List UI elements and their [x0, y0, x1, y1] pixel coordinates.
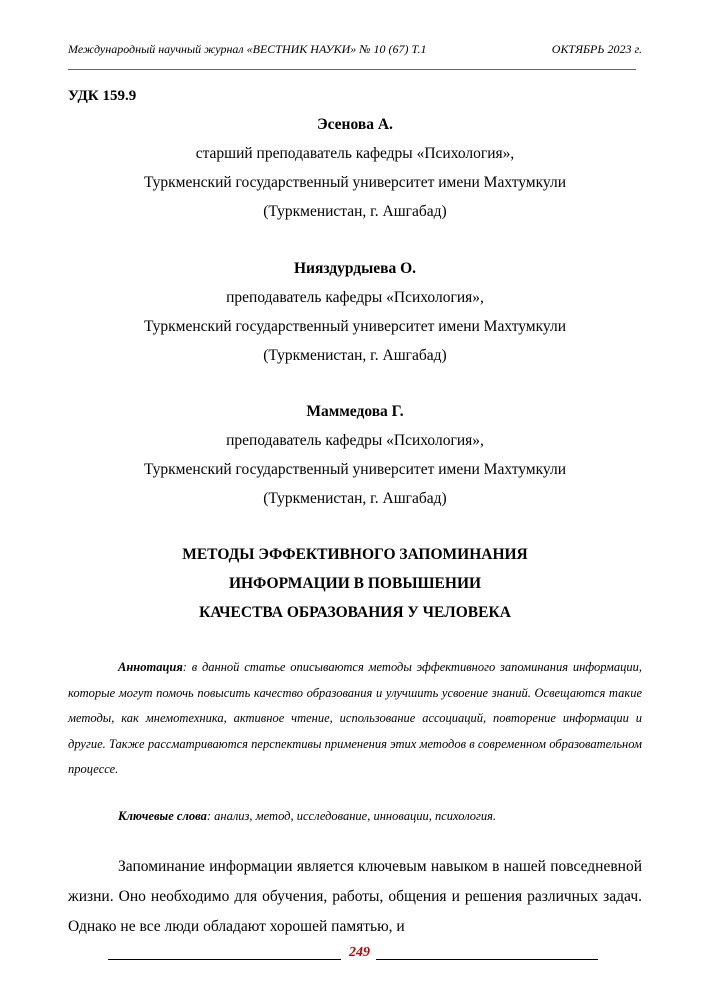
title-line: КАЧЕСТВА ОБРАЗОВАНИЯ У ЧЕЛОВЕКА: [199, 604, 511, 621]
author-university: Туркменский государственный университет имени Махтумкули: [143, 174, 567, 191]
issue-date: ОКТЯБРЬ 2023 г.: [551, 42, 642, 56]
author-position: старший преподаватель кафедры «Психология»,: [195, 145, 515, 162]
header-divider: [68, 69, 636, 70]
body-paragraph: Запоминание информации является ключевым навыком в нашей повседневной жизни. Оно необходимо для обучения, работы, общения и решения различных задач. Однако не все люди обладают хорошей памятью, и: [68, 858, 642, 935]
annotation-label: Аннотация: [118, 660, 183, 674]
author-block-1: [68, 110, 642, 226]
page-footer: [108, 944, 598, 964]
author-university: Туркменский государственный университет имени Махтумкули: [143, 318, 567, 335]
page-number: 249: [349, 945, 370, 960]
annotation-text: : в данной статье описываются методы эффективного запоминания информации, которые могут помочь повысить качество образования и улучшить усвоение знаний. Освещаются такие методы, как мнемотехника, активное чтение, использование ассоциаций, повторение информации и другие. Также рассматриваются перспективы применения этих методов в современном образовательном процессе.: [68, 660, 642, 776]
author-position: преподаватель кафедры «Психология»,: [226, 432, 484, 449]
author-block-2: [68, 254, 642, 370]
article-title: [68, 540, 642, 627]
author-name: Нияздурдыева О.: [293, 260, 417, 277]
author-location: (Туркменистан, г. Ашгабад): [263, 347, 447, 364]
keywords: [68, 804, 642, 829]
author-block-3: [68, 397, 642, 513]
title-line: ИНФОРМАЦИИ В ПОВЫШЕНИИ: [228, 575, 482, 592]
journal-title: Международный научный журнал «ВЕСТНИК НАУКИ» № 10 (67) Т.1: [68, 42, 427, 56]
author-name: Маммедова Г.: [306, 403, 404, 420]
title-line: МЕТОДЫ ЭФФЕКТИВНОГО ЗАПОМИНАНИЯ: [182, 546, 528, 563]
keywords-text: : анализ, метод, исследование, инновации, психология.: [206, 809, 497, 823]
udk-code: УДК 159.9: [68, 88, 137, 104]
keywords-label: Ключевые слова: [118, 809, 207, 823]
footer-rule-left: [108, 959, 341, 960]
annotation: [68, 655, 642, 783]
author-location: (Туркменистан, г. Ашгабад): [263, 203, 447, 220]
author-name: Эсенова А.: [317, 116, 393, 133]
footer-rule-right: [376, 959, 598, 960]
author-location: (Туркменистан, г. Ашгабад): [263, 490, 447, 507]
author-position: преподаватель кафедры «Психология»,: [226, 289, 484, 306]
author-university: Туркменский государственный университет имени Махтумкули: [143, 461, 567, 478]
